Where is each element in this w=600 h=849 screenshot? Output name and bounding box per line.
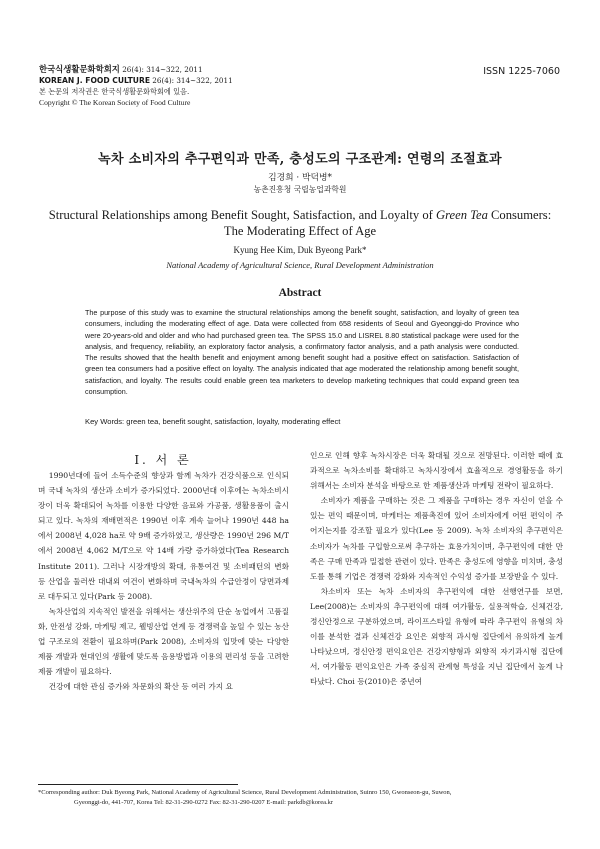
- paragraph: 건강에 대한 관심 증가와 차문화의 확산 등 여러 가지 요: [48, 682, 233, 692]
- title-en-part1: Structural Relationships among Benefit Sought, Satisfaction, and Loyalty of: [48, 208, 436, 222]
- body-left-column: [38, 468, 289, 694]
- affiliation-en: National Academy of Agricultural Science, Rural Development Administration: [166, 260, 434, 270]
- paragraph: 차소비자 또는 녹차 소비자의 추구편익에 대한 선행연구를 보면, Lee(2008)는 소비자의 추구편익에 대해 여가활동, 실용적학습, 신체건강, 정신안정으로 구분하였으며, 라이프스타일 유형에 따라 추구편익 유형의 차이를 분석한 결과 신체건강 요인은 외향적 과시형 집단에서 유의하게 높게 나타났으며, 정신안정 편익요인은 건강지향형과 외향적 자기과시형 집단에서, 여가활동 편익요인은 가족 중심적 관계형 특성을 지닌 집단에서 높게 나타났다. Choi 등(2010)은 중년여: [310, 586, 563, 687]
- paragraph-continued: 인으로 인해 향후 녹차시장은 더욱 확대될 것으로 전망된다. 이러한 때에 효과적으로 녹차소비를 확대하고 녹차시장에서 효율적으로 경영활동을 하기 위해서는 소비자 분석을 바탕으로 한 제품생산과 마케팅 전략이 필요하다.: [310, 451, 563, 491]
- footnote-line-2: Gyeonggi-do, 441-707, Korea Tel: 82-31-290-0272 Fax: 82-31-290-0207 E-mail: parkdb@korea.kr: [74, 799, 334, 806]
- footnote-line-1: *Corresponding author: Duk Byeong Park, National Academy of Agricultural Science, Rural Development Administration, Suinro 150, Gwonseon-gu, Suwon,: [38, 789, 452, 796]
- abstract-text: The purpose of this study was to examine the structural relationships among the benefit sought, satisfaction, and loyalty of green tea consumers, including the moderating effect of age. Data were collected from 658 residents of Seoul and Gyeonggi-do Province who were 20-years-old and older and who had purchased green tea. The SPSS 15.0 and LISREL 8.80 statistical package were used for the analysis, and frequency, reliability, an exploratory factor analysis, a confirmatory factor analysis, and a path analysis were conducted. The results showed that the health benefit and enjoyment among benefit sought had a positive effect on satisfaction. Satisfaction of green tea consumers had a positive effect on loyalty. The analysis indicated that age moderated the relationship among benefit sought, satisfaction, and loyalty. The results could enable green tea marketers to develop marketing techniques that could expand green tea consumption.: [85, 308, 519, 397]
- paragraph: 1990년대에 들어 소득수준의 향상과 함께 녹차가 건강식품으로 인식되며 국내 녹차의 생산과 소비가 증가되었다. 2000년대 이후에는 녹차소비시장이 더욱 확대되어 녹차를 이용한 다양한 음료와 가공품, 생활용품이 출시되고 있다. 녹차의 재배면적은 1990년 이후 계속 늘어나 1990년 448 ha에서 2008년 4,028 ha로 약 9배 증가하였고, 생산량은 1990년 296 M/T에서 2008년 4,062 M/T으로 약 14배 가량 증가하였다(Tea Research Institute 2011). 그러나 시장개방의 확대, 유통여건 및 소비패턴의 변화 등 산업을 둘러싼 대내외 여건이 변화하며 국내녹차의 수급안정이 당면과제로 대두되고 있다(Park 등 2008).: [38, 471, 289, 601]
- journal-ref-ko: 26(4): 314~322, 2011: [119, 65, 203, 74]
- paragraph: 녹차산업의 지속적인 발전을 위해서는 생산위주의 단순 농업에서 고품질화, 안전성 강화, 마케팅 제고, 웰빙산업 연계 등 경쟁력을 높일 수 있는 농산업 구조로의 전환이 필요하며(Park 2008), 소비자의 입맛에 맞는 다양한 제품 개발과 현대인의 생활에 맞도록 음용방법과 이용의 편리성 등을 고려한 제품 개발이 필요하다.: [38, 606, 289, 677]
- journal-ref-en: 26(4): 314~322, 2011: [150, 76, 233, 85]
- paper-title-ko: 녹차 소비자의 추구편익과 만족, 충성도의 구조관계: 연령의 조절효과: [98, 152, 502, 167]
- journal-header-en: [39, 75, 233, 86]
- footnote: [38, 788, 563, 808]
- journal-name-en: KOREAN J. FOOD CULTURE: [39, 76, 151, 85]
- copyright-line: Copyright © The Korean Society of Food Culture: [39, 98, 191, 107]
- authors-ko: 김경희 · 박덕병*: [268, 173, 332, 183]
- title-en-part2: Consumers:: [487, 208, 552, 222]
- authors-en: Kyung Hee Kim, Duk Byeong Park*: [233, 245, 367, 255]
- title-en-italic: Green Tea: [435, 208, 488, 222]
- issn: ISSN 1225-7060: [483, 66, 560, 77]
- keywords-label: Key Words:: [85, 417, 125, 426]
- paragraph: 소비자가 제품을 구매하는 것은 그 제품을 구매하는 경우 자신이 얻을 수 있는 편익 때문이며, 마케터는 제품촉진에 있어 소비자에게 어떤 편익이 주어지는지를 강조할 필요가 있다(Lee 등 2009). 녹차 소비자의 추구편익은 소비자가 녹차를 구입함으로써 추구하는 효용가치이며, 추구편익에 대한 만족은 구매 만족과 밀접한 관련이 있다. 만족은 충성도에 영향을 미치며, 충성도를 통해 기업은 경쟁력 강화와 지속적인 수익성 증가를 보장받을 수 있다.: [310, 496, 563, 581]
- keywords-list: green tea, benefit sought, satisfaction, loyalty, moderating effect: [124, 417, 341, 426]
- footnote-rule: [38, 784, 238, 785]
- copyright-note-ko: 본 논문의 저작권은 한국식생활문화학회에 있음.: [39, 87, 190, 96]
- affiliation-ko: 농촌진흥청 국립농업과학원: [253, 185, 347, 194]
- journal-header-ko: [39, 64, 203, 75]
- section-title: I. 서 론: [134, 453, 192, 467]
- body-right-column: [310, 448, 563, 690]
- keywords: [85, 417, 525, 426]
- abstract-heading: Abstract: [278, 287, 322, 299]
- title-en-line2: The Moderating Effect of Age: [223, 224, 377, 238]
- journal-name-ko: 한국식생활문화학회지: [39, 64, 120, 74]
- paper-title-en: [30, 207, 570, 239]
